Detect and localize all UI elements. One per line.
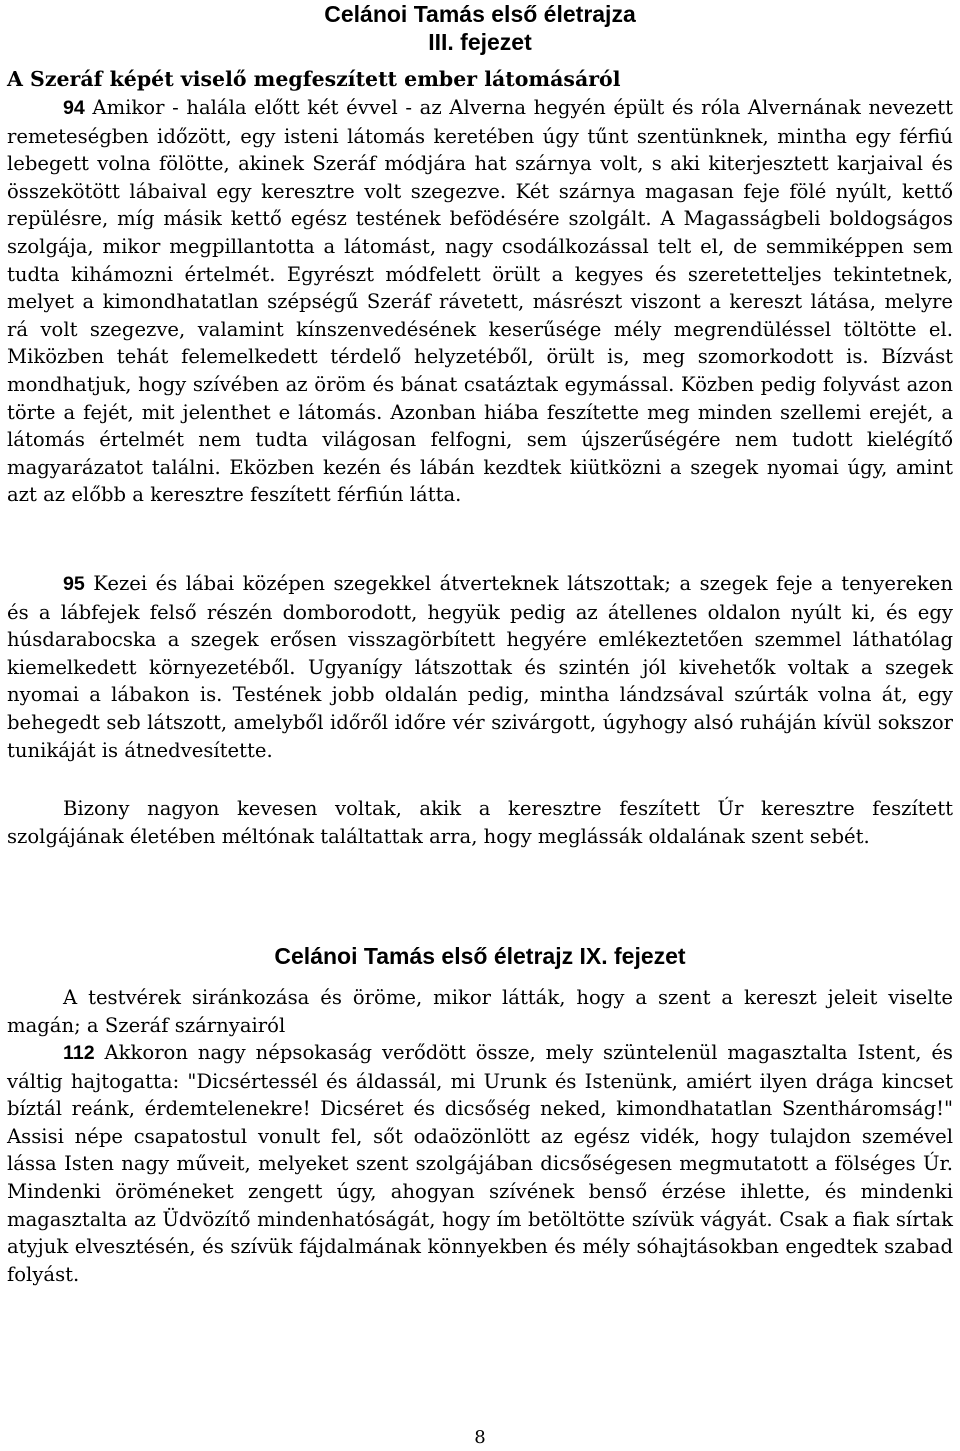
- section2-subtitle: A testvérek siránkozása és öröme, mikor látták, hogy a szent a kereszt jeleit viselte magán; a Szeráf szárnyairól: [7, 986, 953, 1037]
- section1-paragraph-95: [7, 570, 953, 764]
- section1-title: Celánoi Tamás első életrajza: [324, 1, 636, 27]
- section2-title: Celánoi Tamás első életrajz IX. fejezet: [274, 943, 686, 969]
- page-number: 8: [474, 1427, 486, 1448]
- section1-subtitle: A Szeráf képét viselő megfeszített ember látomásáról: [7, 67, 621, 91]
- paragraph-number: 112: [63, 1042, 95, 1064]
- paragraph-text: Amikor - halála előtt két évvel - az Alverna hegyén épült és róla Alvernának nevezett remeteségben időzött, egy isteni látomás keretében úgy tűnt szentünknek, mintha egy férfiú lebegett volna fölötte, akinek Szeráf módjára hat szárnya volt, s aki kiterjesztett karjaival és összekötött lábaival egy keresztre volt szegezve. Két szárnya magasan feje fölé nyúlt, kettő repülésre, míg másik kettő egész testének befödésére szolgált. A Magasságbeli boldogságos szolgája, mikor megpillantotta a látomást, nagy csodálkozással telt el, de semmiképpen sem tudta kihámozni értelmét. Egyrészt módfelett örült a kegyes és szeretetteljes tekintetnek, melyet a kimondhatatlan szépségű Szeráf rávetett, másrészt viszont a kereszt látása, melyre rá volt szegezve, valamint kínszenvedésének keserűsége mély megrendüléssel töltötte el. Miközben tehát felemelkedett térdelő helyzetéből, örült is, meg szomorkodott is. Bízvást mondhatjuk, hogy szívében az öröm és bánat csatáztak egymással. Közben pedig folyvást azon törte a fejét, mit jelenthet e látomás. Azonban hiába feszítette meg minden szellemi erejét, a látomás értelmét nem tudta világosan felfogni, sem újszerűségére nem tudott kielégítő magyarázatot találni. Eközben kezén és lábán kezdtek kiütközni a szegek nyomai úgy, amint azt az előbb a keresztre feszített férfiún látta.: [7, 96, 953, 507]
- paragraph-number: 95: [63, 573, 85, 595]
- section1-paragraph-94: [7, 94, 953, 509]
- section1-chapter: III. fejezet: [428, 29, 532, 55]
- section1-paragraph-closing: Bizony nagyon kevesen voltak, akik a keresztre feszített Úr keresztre feszített szolgájának életében méltónak találtattak arra, hogy meglássák oldalának szent sebét.: [7, 797, 953, 848]
- paragraph-number: 94: [63, 97, 85, 119]
- section2-paragraph-112: [7, 1039, 953, 1288]
- paragraph-text: Kezei és lábai középen szegekkel átverteknek látszottak; a szegek feje a tenyereken és a lábfejek felső részén domborodott, hegyük pedig az átellenes oldalon nyúlt ki, és egy húsdarabocska a szegek erősen visszagörbített hegyére emlékeztetően szemmel láthatólag kiemelkedett környezetéből. Ugyanígy látszottak és szintén jól kivehetők voltak a szegek nyomai a lábakon is. Testének jobb oldalán pedig, mintha lándzsával szúrták volna át, egy behegedt seb látszott, amelyből időről időre vér szivárgott, úgyhogy alsó ruháján kívül sokszor tunikáját is átnedvesítette.: [7, 572, 953, 762]
- paragraph-text: Akkoron nagy népsokaság verődött össze, mely szüntelenül magasztalta Istent, és váltig hajtogatta: "Dicsértessél és áldassál, mi Urunk és Istenünk, amiért ilyen drága kincset bíztál reánk, érdemtelenekre! Dicséret és dicsőség neked, kimondhatatlan Szentháromság!" Assisi népe csapatostul vonult fel, sőt odaözönlött az egész vidék, hogy tulajdon szemével lássa Isten nagy műveit, melyeket szent szolgájában dicsőségesen megmutatott a fölséges Úr. Mindenki öröméneket zengett úgy, ahogyan szívének benső érzése ihlette, és mindenki magasztalta az Üdvözítő mindenhatóságát, hogy ím betöltötte szívük vágyát. Csak a fiak sírtak atyjuk elvesztésén, és szívük fájdalmának könnyekben és mély sóhajtásokban engedtek szabad folyást.: [7, 1041, 953, 1286]
